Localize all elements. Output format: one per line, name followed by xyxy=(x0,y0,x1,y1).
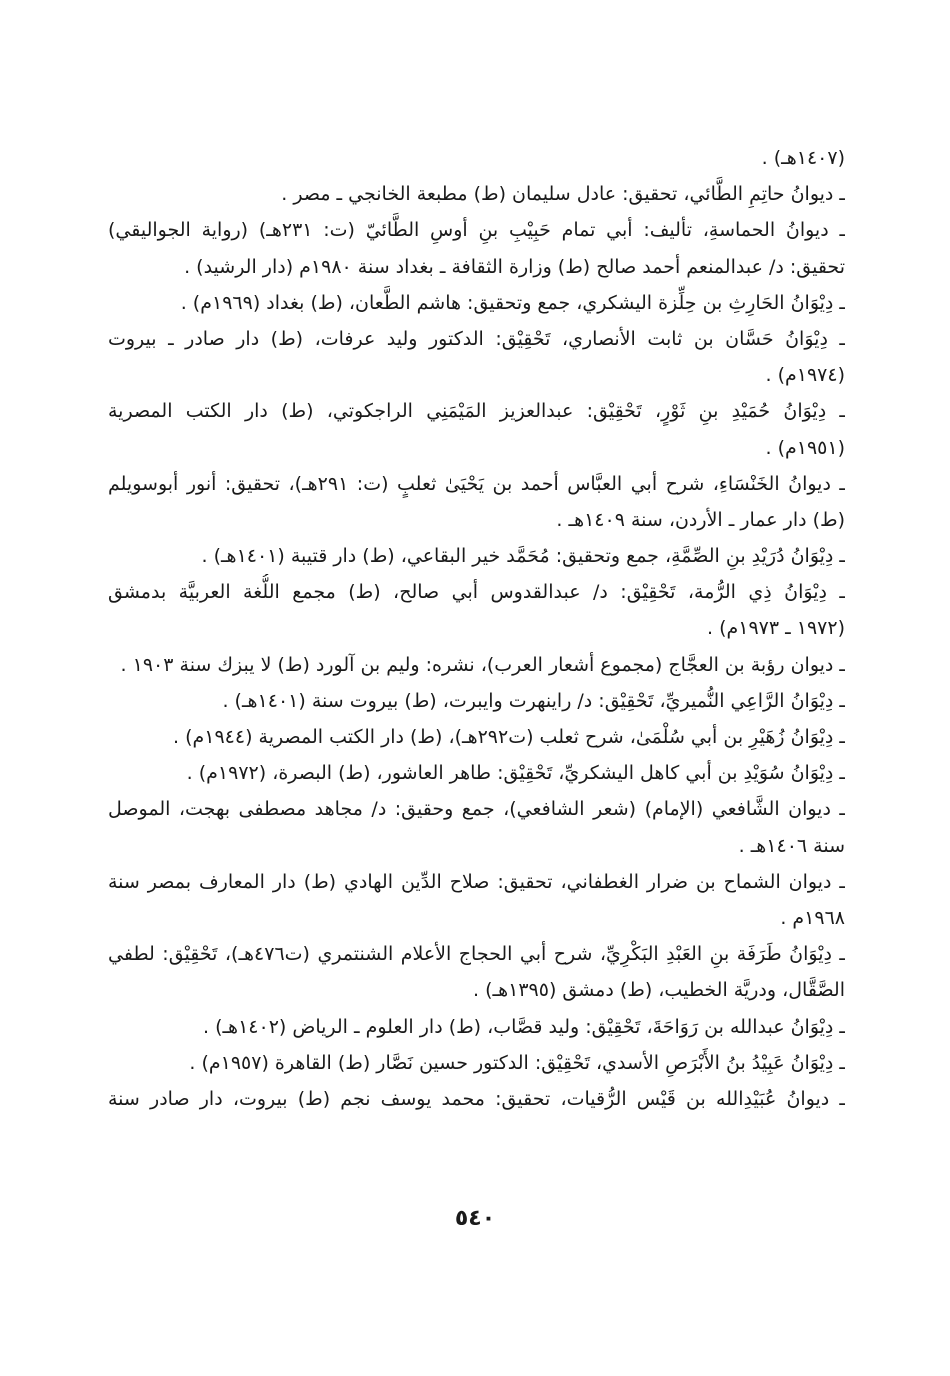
text-line: (١٩٧٤م) . xyxy=(765,364,845,387)
text-line: ـ ديوانُ الخَنْسَاءِ، شرح أبي العبَّاس أحمد بن يَحْيَىٰ ثعلبٍ (ت: ٢٩١هـ)، تحقيق: أنور أبوسويلم xyxy=(108,472,845,495)
text-line: سنة ١٤٠٦هـ . xyxy=(738,834,845,857)
text-line: تحقيق: د/ عبدالمنعم أحمد صالح (ط) وزارة الثقافة ـ بغداد سنة ١٩٨٠م (دار الرشيد) . xyxy=(184,255,845,278)
text-line: ـ دِيْوَانُ حُمَيْدِ بنِ ثَوْرٍ، تَحْقِيْق: عبدالعزيز المَيْمَنِي الراجكوتي، (ط) دار الكتب المصرية xyxy=(108,400,845,423)
text-line: ـ دِيْوَانُ دُرَيْدِ بنِ الصِّمَّةِ، جمع وتحقيق: مُحَمَّد خير البقاعي، (ط) دار قتيبة (١٤٠١هـ) . xyxy=(201,545,845,568)
text-line: (١٩٧٢ ـ ١٩٧٣م) . xyxy=(707,617,845,640)
text-line: ـ دِيْوَانُ عبدالله بن رَوَاحَةَ، تَحْقِيْق: وليد قصَّاب، (ط) دار العلوم ـ الرياض (١٤٠٢هـ) . xyxy=(203,1015,845,1038)
text-line: ـ دِيْوَانُ زُهَيْرِ بن أبي سُلْمَىٰ، شرح ثعلب (ت٢٩٢هـ)، (ط) دار الكتب المصرية (١٩٤٤م) . xyxy=(173,726,845,748)
text-line: (ط) دار عمار ـ الأردن، سنة ١٤٠٩هـ . xyxy=(556,508,845,531)
text-line: ـ دِيْوَانُ طَرَفَة بنِ العَبْدِ البَكْرِيِّ، شرح أبي الحجاج الأعلام الشنتمري (ت٤٧٦هـ)، تَحْقِيْق: لطفي xyxy=(108,943,845,966)
text-line: ـ ديوانُ الحماسةِ، تأليف: أبي تمام حَبِيْبِ بنِ أوسِ الطَّائيّ (ت: ٢٣١هـ) (رواية الجواليقي) xyxy=(108,219,845,242)
text-line: ـ ديوانُ عُبَيْدِالله بن قَيْس الرُّقيات، تحقيق: محمد يوسف نجم (ط) بيروت، دار صادر سنة xyxy=(108,1087,845,1110)
text-line: ـ دِيْوَانُ حَسَّان بن ثابت الأنصاري، تَحْقِيْق: الدكتور وليد عرفات، (ط) دار صادر ـ بيروت xyxy=(108,327,845,350)
text-line: (١٤٠٧هـ) . xyxy=(761,147,845,169)
text-line: الصَّقَّال، ودريَّة الخطيب، (ط) دمشق (١٣٩٥هـ) . xyxy=(473,979,845,1002)
text-line: ـ ديوان الشَّافعي (الإمام) (شعر الشافعي)، جمع وحقيق: د/ مجاهد مصطفى بهجت، الموصل xyxy=(108,798,845,821)
bibliography-text xyxy=(108,140,845,1117)
text-line: ـ دِيْوَانُ الرَّاعِي النُّميريِّ، تَحْقِيْق: د/ راينهرت وايبرت، (ط) بيروت سنة (١٤٠١هـ) . xyxy=(222,689,845,712)
text-line: ـ دِيْوَانُ عَبِيْدُ بنُ الأَبْرَصِ الأسدي، تَحْقِيْق: الدكتور حسين نَصَّار (ط) القاهرة (١٩٥٧م) . xyxy=(189,1051,845,1074)
text-line: ـ ديوان رؤبة بن العجَّاج (مجموع أشعار العرب)، نشره: وليم بن آلورد (ط) لا يبزك سنة ١٩٠٣ . xyxy=(120,653,845,676)
text-line: ـ دِيْوَانُ الحَارِثِ بن حِلِّزة اليشكري، جمع وتحقيق: هاشم الطَّعان، (ط) بغداد (١٩٦٩م) . xyxy=(180,291,845,314)
text-line: ـ دِيْوَانُ ذِي الرُّمة، تَحْقِيْق: د/ عبدالقدوس أبي صالح، (ط) مجمع اللُّغة العربيَّة بدمشق xyxy=(108,581,845,604)
text-line: (١٩٥١م) . xyxy=(765,436,845,459)
text-line: ـ ديوانُ حاتِمِ الطَّائي، تحقيق: عادل سليمان (ط) مطبعة الخانجي ـ مصر . xyxy=(281,183,845,206)
text-line: ـ دِيْوَانُ سُوَيْدِ بن أبي كاهل اليشكريِّ، تَحْقِيْق: طاهر العاشور، (ط) البصرة، (١٩٧٢م) . xyxy=(186,762,845,785)
text-line: ـ ديوان الشماح بن ضرار الغطفاني، تحقيق: صلاح الدِّين الهادي (ط) دار المعارف بمصر سنة xyxy=(108,870,845,893)
page-number: ٥٤٠ xyxy=(454,1206,496,1231)
text-line: ١٩٦٨م . xyxy=(780,906,845,929)
